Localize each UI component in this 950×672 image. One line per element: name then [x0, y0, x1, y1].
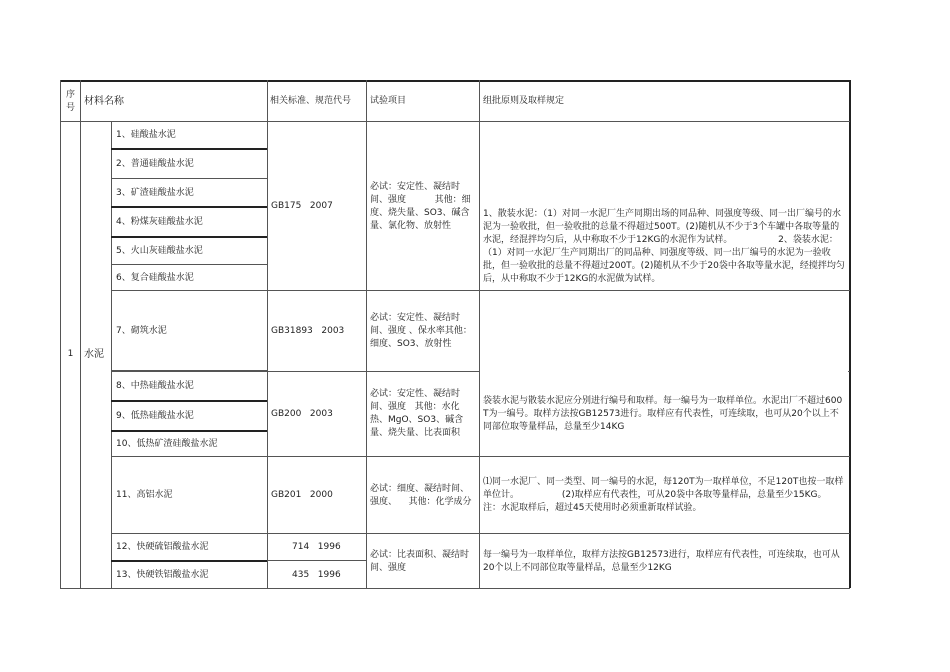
item-row-line — [111, 533, 267, 534]
group-line — [111, 456, 850, 457]
material-item: 3、矿渣硅酸盐水泥 — [116, 187, 194, 198]
sampling-rules: ⑴同一水泥厂、同一类型、同一编号的水泥，每120T为一取样单位，不足120T也按一取样单位计。 (2)取样应有代表性，可从20袋中各取等量样品，总量至少15KG。 注：水泥取样后，超过45天使用时必须重新取样试验。 — [483, 477, 844, 513]
standard-code: GB31893 2003 — [271, 325, 345, 336]
header-material: 材料名称 — [84, 96, 124, 107]
standard-code: GB201 2000 — [271, 490, 333, 500]
standard-code: 435 1996 — [292, 569, 341, 580]
standard-code: 714 1996 — [292, 542, 341, 552]
header-no: 序号 — [65, 89, 75, 113]
material-item: 7、砌筑水泥 — [116, 325, 167, 336]
material-item: 4、粉煤灰硅酸盐水泥 — [116, 216, 203, 227]
header-standard: 相关标准、规范代号 — [270, 96, 352, 106]
col-divider-no — [80, 80, 81, 588]
standard-code: GB200 2003 — [271, 408, 333, 419]
standard-row-line — [267, 560, 366, 561]
table-border-bottom — [60, 588, 850, 589]
material-item: 1、硅酸盐水泥 — [116, 129, 176, 140]
group-line — [267, 533, 850, 534]
col-divider-standard — [366, 80, 367, 588]
cement-sampling-table — [60, 80, 850, 588]
material-item: 12、快硬硫铝酸盐水泥 — [116, 542, 209, 552]
sampling-rules: 1、散装水泥：（1）对同一水泥厂生产同期出场的同品种、同强度等级、同一出厂编号的水泥为一验收批，但一验收批的总量不得超过500T。(2)随机从不少于3个车罐中各取等量的水泥，经混拌均匀后，从中称取不少于12KG的水泥作为试样。 2、袋装水泥：（1）对同一水泥厂生产同期出厂的同品种、同强度等级、同一出厂编号的水泥为一验收批，但一验收批的总量不得超过200T。(2)随机从不少于20袋中各取等量水泥，经搅拌均匀后，从中称取不少于12KG的水泥做为试样。 — [483, 208, 845, 284]
test-items: 必试：细度、凝结时间、强度、 其他：化学成分 — [370, 483, 472, 507]
table-border-left — [60, 80, 61, 588]
col-divider-tests — [479, 80, 480, 588]
col-divider-category — [111, 121, 112, 588]
category-label: 水泥 — [84, 349, 104, 360]
sampling-rules: 袋装水泥与散装水泥应分别进行编号和取样。每一编号为一取样单位。水泥出厂不超过600T为一编号。取样方法按GB12573进行。取样应有代表性，可连续取，也可从20个以上不同部位取等量样品，总量至少14KG — [483, 395, 843, 432]
material-item: 2、普通硅酸盐水泥 — [116, 158, 194, 169]
material-item: 6、复合硅酸盐水泥 — [116, 272, 194, 283]
test-items: 必试：安定性、凝结时间、强度 、保水率其他：细度、SO3、放射性 — [370, 312, 472, 349]
material-item: 5、火山灰硅酸盐水泥 — [116, 245, 203, 256]
header-divider — [60, 121, 850, 122]
test-items: 必试：比表面积、凝结时间、强度 — [370, 549, 470, 573]
table-border-right — [849, 80, 851, 588]
header-rules: 组批原则及取样规定 — [483, 96, 565, 106]
header-tests: 试验项目 — [370, 96, 407, 106]
col-divider-material — [267, 80, 268, 588]
item-row-line — [111, 264, 267, 265]
item-row-line — [111, 178, 267, 179]
material-item: 13、快硬铁铝酸盐水泥 — [116, 569, 209, 580]
row-number: 1 — [67, 349, 74, 359]
material-item: 9、低热硅酸盐水泥 — [116, 410, 194, 421]
material-item: 8、中热硅酸盐水泥 — [116, 380, 194, 391]
material-item: 11、高铝水泥 — [116, 490, 173, 500]
test-items: 必试：安定性、凝结时间、强度 其他：水化热、MgO、SO3、碱含量、烧失量、比表面积 — [370, 389, 464, 438]
material-item: 10、低热矿渣硅酸盐水泥 — [116, 438, 218, 449]
test-items: 必试：安定性、凝结时间、强度 其他：细度、烧失量、SO3、碱含量、氯化物、放射性 — [370, 181, 471, 231]
standard-code: GB175 2007 — [271, 201, 333, 211]
sampling-rules: 每一编号为一取样单位，取样方法按GB12573进行，取样应有代表性，可连续取，也可从20个以上不同部位取等量样品，总量至少12KG — [483, 549, 840, 573]
